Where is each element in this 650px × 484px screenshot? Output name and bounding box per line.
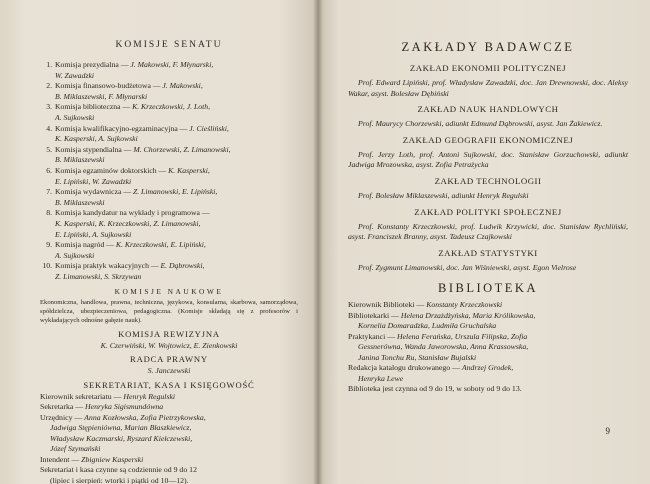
steward: Intendent — Zbigniew Kasperski <box>40 454 144 464</box>
secretary: Sekretarka — Henryka Sigismundówna <box>40 402 164 412</box>
institute-staff: Prof. Zygmunt Limanowski, doc. Jan Wiśniewski, asyst. Egon Vielrose <box>358 262 577 272</box>
secretariat-title: SEKRETARIAT, KASA I KSIĘGOWOŚĆ <box>83 379 255 390</box>
commission-item: 6. Komisja egzaminów doktorskich — K. Kasperski, E. Lipiński, W. Zawadzki <box>46 165 210 186</box>
institute-name: ZAKŁAD POLITYKI SPOŁECZNEJ <box>414 206 562 217</box>
commission-item: 4. Komisja kwalifikacyjno-egzaminacyjna — J. Cieśliński, K. Kasperski, A. Sujkowski <box>46 123 229 144</box>
institute-name: ZAKŁAD EKONOMII POLITYCZNEJ <box>409 63 567 73</box>
institute-staff: Prof. Jerzy Loth, prof. Antoni Sujkowski, doc. Stanisław Gorzuchowski, adiunkt Jadwiga Mrozowska, asyst. Zofia Petrażycka <box>348 149 628 170</box>
left-page <box>0 0 318 484</box>
library-head: Kierownik Biblioteki — Konstanty Krzeczkowski <box>348 300 503 310</box>
institute-name: ZAKŁAD STATYSTYKI <box>438 247 538 258</box>
library-staff: Kierownik Biblioteki — Konstanty Krzeczkowski Bibliotekarki — Helena Drzażdżyńska, Maria Królikowska, Kornelia Domaradzka, Ludmiła Gruchalska Praktykanci — Helena Ferańska, Urszula Filipska, Zofia Gessnerówna, Wanda Jaworowska, Anna Krassowska, Janina Tonchu Ru, Stanisław Bujalski Redakcja katalogu drukowanego — Andrzej Grodek, Henryka Lewe Biblioteka jest czynna od 9 do 19, w soboty od 9 do 13. <box>348 300 628 395</box>
commission-list <box>40 60 298 282</box>
institute-staff: Prof. Bolesław Miklaszewski, adiunkt Henryk Regulski <box>358 190 529 200</box>
right-page-content <box>348 40 628 395</box>
commission-item: 9. Komisja nagród — K. Krzeczkowski, E. Lipiński, A. Sujkowski <box>46 240 206 260</box>
clerks: Urzędnicy — Anna Kozłowska, Zofia Pietrzykowska, <box>40 412 206 422</box>
institute-staff: Prof. Konstanty Krzeczkowski, prof. Ludwik Krzywicki, doc. Stanisław Rychliński, asyst. Franciszek Branny, asyst. Tadeusz Czajkowski <box>348 221 628 242</box>
commission-item: 1. Komisja prezydialna — J. Makowski, F. Młynarski, W. Zawadzki <box>46 60 214 80</box>
institute-staff: Prof. Maurycy Chorzewski, adiunkt Edmund Dąbrowski, asyst. Jan Żakiewicz. <box>358 119 603 129</box>
left-page-content <box>40 40 298 484</box>
library-title: BIBLIOTEKA <box>438 281 538 296</box>
research-institutes-title: ZAKŁADY BADAWCZE <box>401 40 575 54</box>
institute-name: ZAKŁAD TECHNOLOGII <box>434 175 542 186</box>
commission-item: 8. Komisja kandydatur na wykłady i programowa — K. Kasperski, K. Krzeczkowski, Z. Limanowski, E. Lipiński, A. Sujkowski <box>46 208 210 239</box>
commission-item: 7. Komisja wydawnicza — Z. Limanowski, E. Lipiński, B. Miklaszewski <box>46 187 218 207</box>
librarians: Bibliotekarki — Helena Drzażdżyńska, Maria Królikowska, <box>348 310 536 320</box>
commission-item: 3. Komisja biblioteczna — K. Krzeczkowski, J. Loth, A. Sujkowski <box>46 102 211 122</box>
catalogue-editors: Redakcja katalogu drukowanego — Andrzej Grodek, <box>348 363 514 373</box>
interns: Praktykanci — Helena Ferańska, Urszula Filipska, Zofia <box>348 331 528 341</box>
book-gutter <box>313 0 323 484</box>
legal-counsel-name: S. Janczewski <box>147 366 191 376</box>
institute-name: ZAKŁAD NAUK HANDLOWYCH <box>417 104 559 115</box>
institute-name: ZAKŁAD GEOGRAFII EKONOMICZNEJ <box>402 134 574 145</box>
commission-item: 2. Komisja finansowo-budżetowa — J. Makowski, B. Miklaszewski, F. Młynarski <box>46 81 203 101</box>
legal-counsel-title: RADCA PRAWNY <box>130 354 208 365</box>
institute-staff: Prof. Edward Lipiński, prof. Władysław Zawadzki, doc. Jan Drewnowski, doc. Aleksy Wakar, asyst. Bolesław Dębiński <box>348 78 628 98</box>
secretariat-head: Kierownik sekretariatu — Henryk Regulski <box>40 391 176 401</box>
faculty-commissions-text: Ekonomiczna, handlowa, prawna, techniczna, językowa, konsularna, skarbowa, samorządowa, spółdzielcza, ubezpieczeniowa, pedagogiczna. (Komisje składają się z profesorów i wykładających odnośne gałęzie nauk). <box>40 299 298 325</box>
office-hours-summer: (lipiec i sierpień: wtorki i piątki od 10—12). <box>50 475 189 484</box>
audit-commission-names: K. Czerwiński, W. Wojtowicz, E. Zienkowski <box>100 340 238 350</box>
library-hours: Biblioteka jest czynna od 9 do 19, w soboty od 9 do 13. <box>348 384 522 394</box>
audit-commission-title: KOMISJA REWIZYJNA <box>118 328 220 339</box>
page-number: 9 <box>605 426 610 436</box>
faculty-commissions-title: KOMISJE NAUKOWE <box>114 287 224 297</box>
commission-item: 5. Komisja stypendialna — M. Chorzewski, Z. Limanowski, B. Miklaszewski <box>46 144 231 165</box>
office-hours: Sekretariat i kasa czynne są codziennie od 9 do 12 <box>40 465 197 475</box>
commission-item: 10. Komisja praktyk wakacyjnych — E. Dąbrowski, Z. Limanowski, S. Skrzywan <box>42 261 205 281</box>
senate-commissions-title: KOMISJE SENATU <box>115 40 223 50</box>
right-page <box>318 0 650 484</box>
secretariat-staff: Kierownik sekretariatu — Henryk Regulski Sekretarka — Henryka Sigismundówna Urzędnicy — Anna Kozłowska, Zofia Pietrzykowska, Jadwiga Stępieniówna, Marian Błaszkiewicz, Władysław Kaczmarski, Ryszard Kiełczewski, Józef Szymański Intendent — Zbigniew Kasperski Sekretariat i kasa czynne są codziennie od 9 do 12 (lipiec i sierpień: wtorki i piątki od 10—12). <box>40 392 298 484</box>
